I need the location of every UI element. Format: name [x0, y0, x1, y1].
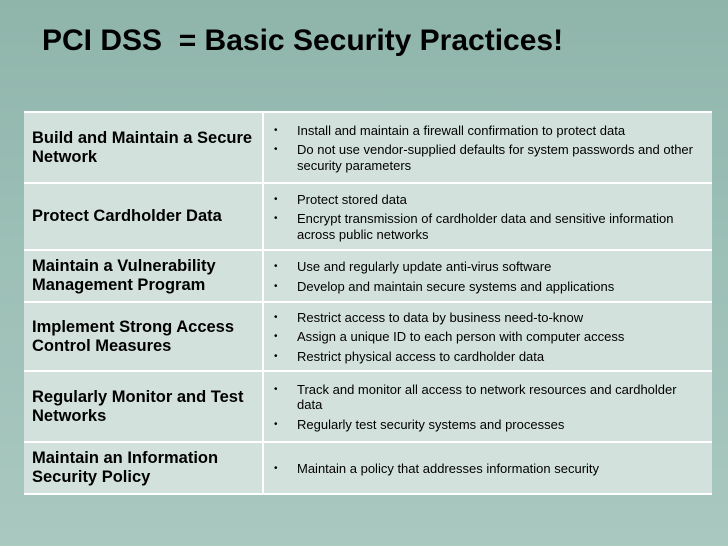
list-item: • Regularly test security systems and processes [274, 416, 565, 432]
category-label: Maintain an Information Security Policy [32, 449, 219, 486]
bullet-icon: • [274, 462, 278, 474]
bullet-icon: • [274, 383, 278, 395]
table-row [24, 113, 712, 184]
table-row [24, 443, 712, 495]
list-item: • Assign a unique ID to each person with computer access [274, 329, 625, 345]
table-row [24, 303, 712, 372]
bullet-icon: • [274, 418, 278, 430]
table-row [24, 184, 712, 251]
list-item: • Track and monitor all access to network resources and cardholder data [274, 381, 677, 413]
bullet-icon: • [274, 261, 278, 272]
list-item: • Restrict access to data by business need-to-know [274, 309, 584, 325]
bullet-icon: • [274, 311, 278, 323]
list-item: • Install and maintain a firewall confirmation to protect data [274, 122, 626, 138]
bullet-icon: • [274, 193, 278, 205]
list-item: • Maintain a policy that addresses information security [274, 460, 600, 476]
category-label: Protect Cardholder Data [32, 207, 222, 225]
list-item: • Develop and maintain secure systems and applications [274, 278, 615, 294]
table-row [24, 372, 712, 443]
table-row [24, 251, 712, 303]
requirement-list [264, 303, 712, 370]
requirement-list [264, 443, 712, 493]
bullet-icon: • [274, 331, 278, 343]
requirement-list [264, 113, 712, 182]
category-label: Regularly Monitor and Test Networks [32, 387, 244, 425]
bullet-icon: • [274, 350, 278, 362]
list-item: • Encrypt transmission of cardholder data and sensitive information across public networks [274, 211, 674, 242]
bullet-icon: • [274, 280, 278, 292]
category-label: Implement Strong Access Control Measures [32, 317, 235, 355]
slide-title: PCI DSS = Basic Security Practices! [42, 24, 564, 57]
bullet-icon: • [274, 144, 278, 156]
requirements-table [24, 111, 712, 495]
bullet-icon: • [274, 124, 278, 136]
requirement-list [264, 372, 712, 441]
category-label: Build and Maintain a Secure Network [32, 128, 253, 166]
list-item: • Do not use vendor-supplied defaults for system passwords and other security parameters [274, 142, 693, 173]
list-item: • Protect stored data [274, 191, 407, 207]
category-label: Maintain a Vulnerability Management Program [32, 257, 216, 294]
list-item: • Restrict physical access to cardholder data [274, 348, 545, 364]
bullet-icon: • [274, 213, 278, 225]
requirement-list [264, 251, 712, 301]
requirement-list [264, 184, 712, 249]
list-item: • Use and regularly update anti-virus software [274, 259, 552, 274]
